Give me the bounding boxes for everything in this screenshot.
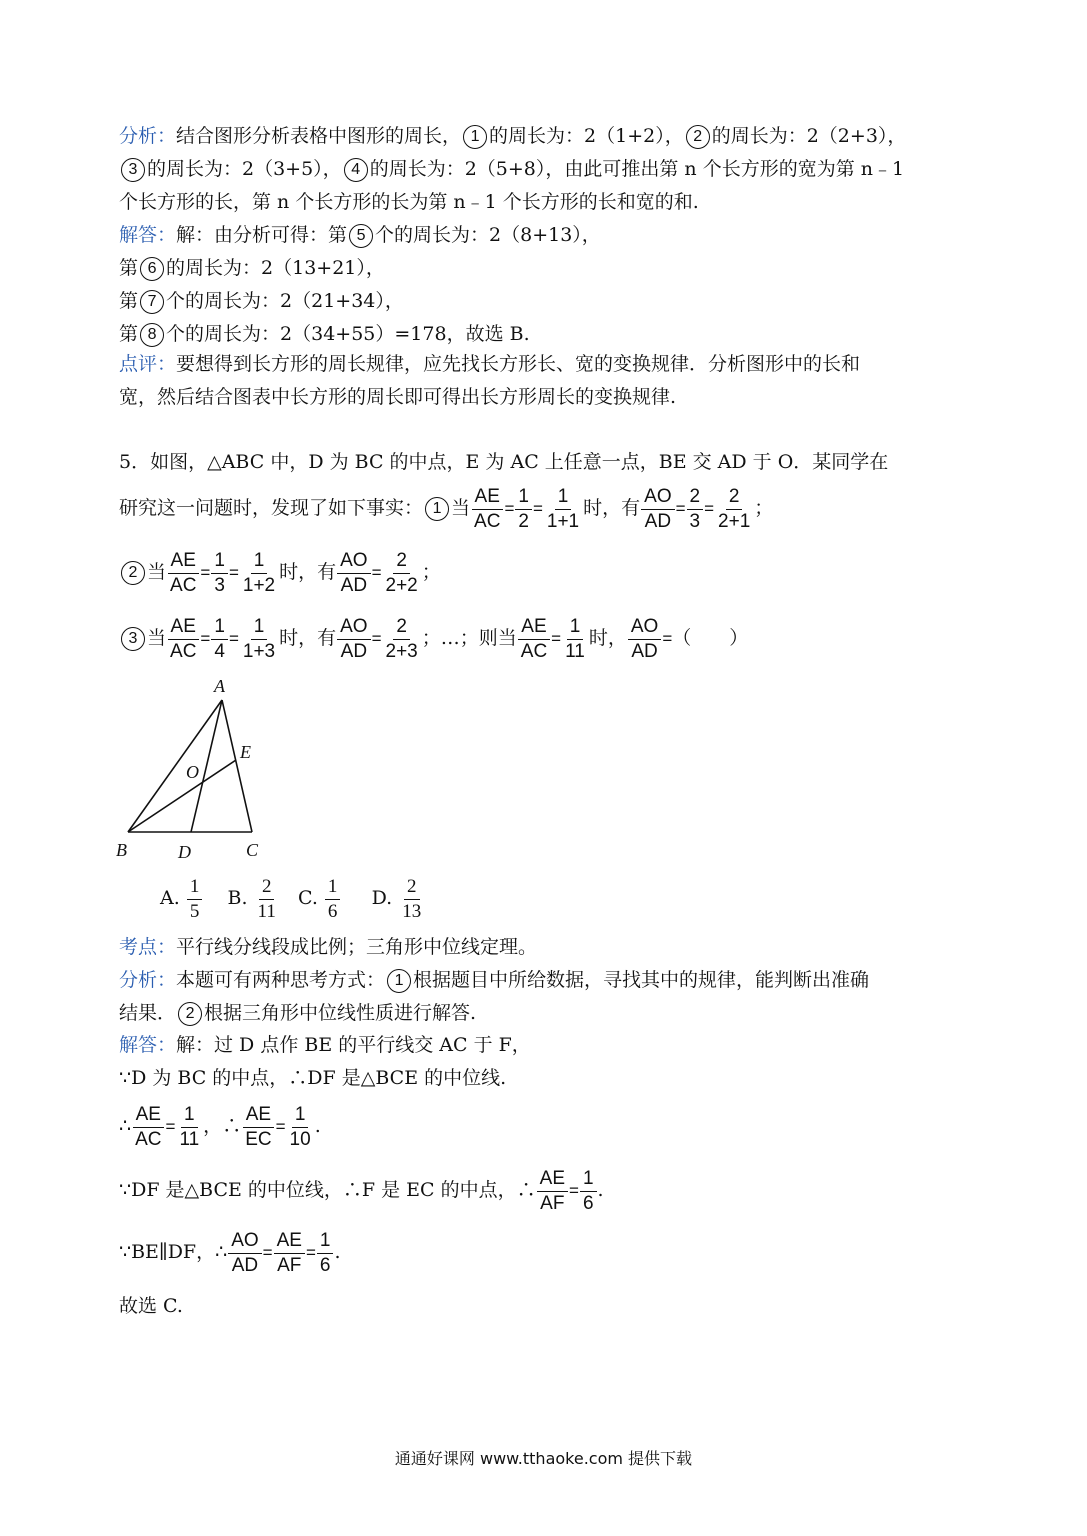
fraction: $\frac{2}{2+3}$ bbox=[385, 615, 418, 662]
comment-line-2: 宽，然后结合图表中长方形的周长即可得出长方形周长的变换规律. bbox=[119, 386, 677, 408]
fraction: $\frac{1}{11}$ bbox=[565, 615, 585, 662]
analysis2-label: 分析： bbox=[119, 969, 177, 991]
fraction: $\frac{AE}{AC}$ bbox=[471, 485, 503, 534]
triangle-figure bbox=[110, 672, 280, 867]
answer-line-4: 第 8 个的周长为：2（34+55）=178，故选 B. bbox=[119, 323, 530, 345]
fraction: $\frac{1}{10}$ bbox=[289, 1103, 311, 1150]
circled-number: 1 bbox=[425, 497, 449, 521]
analysis-line-3: 个长方形的长，第 n 个长方形的长为第 n﹣1 个长方形的长和宽的和. bbox=[119, 191, 699, 213]
label-o: O bbox=[186, 762, 199, 782]
circled-number: 2 bbox=[178, 1002, 202, 1026]
choice-a[interactable]: A. $\frac{1}{5}$ bbox=[160, 887, 203, 909]
answer2-line-6: 故选 C. bbox=[119, 1295, 183, 1317]
choices bbox=[160, 868, 425, 928]
fraction: $\frac{1}{1+3}$ bbox=[242, 615, 276, 662]
fraction: $\frac{2}{3}$ bbox=[687, 485, 704, 534]
fraction: $\frac{1}{2}$ bbox=[515, 485, 532, 534]
circled-number: 1 bbox=[463, 125, 487, 149]
choice-b[interactable]: B. $\frac{2}{11}$ bbox=[227, 875, 276, 922]
answer2-label: 解答： bbox=[119, 1034, 177, 1056]
choice-d[interactable]: D. $\frac{2}{13}$ bbox=[371, 875, 422, 922]
circled-number: 3 bbox=[121, 627, 145, 651]
circled-number: 1 bbox=[387, 969, 411, 993]
fraction: $\frac{1}{11}$ bbox=[179, 1103, 200, 1150]
answer2-line-4: ∵DF 是△BCE 的中位线，∴F 是 EC 的中点，∴ $\frac{AE}{AF}$ = $\frac{1}{6}$ . bbox=[119, 1167, 604, 1214]
fraction: $\frac{2}{2+2}$ bbox=[385, 549, 418, 596]
footer-text: 通通好课网 www.tthaoke.com 提供下载 bbox=[394, 1449, 693, 1468]
answer-line-2: 第 6 的周长为：2（13+21）， bbox=[119, 257, 385, 279]
label-e: E bbox=[240, 742, 251, 762]
fraction: $\frac{AO}{AD}$ bbox=[228, 1229, 261, 1278]
answer2-line-2: ∵D 为 BC 的中点，∴DF 是△BCE 的中位线. bbox=[119, 1067, 507, 1089]
question-line-1: 5．如图，△ABC 中，D 为 BC 的中点，E 为 AC 上任意一点，BE 交 AD 于 O．某同学在 bbox=[119, 451, 889, 473]
fraction: $\frac{AO}{AD}$ bbox=[337, 549, 370, 598]
circled-number: 5 bbox=[349, 224, 373, 248]
analysis-line-2: 3 的周长为：2（3+5）， 4 的周长为：2（5+8），由此可推出第 n 个长方形的宽为第 n﹣1 bbox=[119, 155, 904, 183]
fraction: $\frac{1}{6}$ bbox=[317, 1229, 334, 1278]
fraction: $\frac{1}{6}$ bbox=[580, 1167, 597, 1216]
fraction: $\frac{AE}{AC}$ bbox=[132, 1103, 164, 1152]
segment-be bbox=[128, 760, 236, 832]
fraction: $\frac{1}{3}$ bbox=[211, 549, 228, 598]
answer2-line-3: ∴ $\frac{AE}{AC}$ = $\frac{1}{11}$ ，∴ $\frac{AE}{EC}$ = $\frac{1}{10}$ . bbox=[119, 1103, 321, 1150]
fraction: $\frac{AO}{AD}$ bbox=[641, 485, 674, 534]
answer-line-1: 解答：解：由分析可得：第 5 个的周长为：2（8+13）， bbox=[119, 224, 601, 246]
circled-number: 2 bbox=[121, 561, 145, 585]
fraction: $\frac{AE}{AF}$ bbox=[274, 1229, 305, 1278]
fraction: $\frac{AE}{AF}$ bbox=[537, 1167, 568, 1216]
question-line-3: 2 当 $\frac{AE}{AC}$ = $\frac{1}{3}$ = $\frac{1}{1+2}$ 时，有 $\frac{AO}{AD}$ = $\frac{2}{2+2}$ ； bbox=[119, 542, 441, 603]
fraction: $\frac{AE}{AC}$ bbox=[518, 615, 550, 664]
fraction: $\frac{AE}{AC}$ bbox=[167, 549, 199, 598]
kaodian-label: 考点： bbox=[119, 936, 177, 958]
analysis2-line-1: 分析：本题可有两种思考方式： 1 根据题目中所给数据，寻找其中的规律，能判断出准确 bbox=[119, 969, 870, 991]
circled-number: 6 bbox=[140, 257, 164, 281]
side-ab bbox=[128, 700, 222, 832]
fraction: $\frac{AO}{AD}$ bbox=[337, 615, 370, 664]
kaodian-line: 考点：平行线分线段成比例；三角形中位线定理。 bbox=[119, 936, 538, 958]
fraction: $\frac{AE}{EC}$ bbox=[242, 1103, 274, 1152]
fraction: $\frac{2}{2+1}$ bbox=[718, 485, 751, 532]
circled-number: 2 bbox=[686, 125, 710, 149]
answer2-line-1: 解答：解：过 D 点作 BE 的平行线交 AC 于 F， bbox=[119, 1034, 531, 1056]
question-line-4: 3 当 $\frac{AE}{AC}$ = $\frac{1}{4}$ = $\frac{1}{1+3}$ 时，有 $\frac{AO}{AD}$ = $\frac{2}{2+3}$ ；…；则当 $\frac{AE}{AC}$ = $\frac{1}{11}$ 时， $\frac{AO}{AD}$ =（ ） bbox=[119, 608, 748, 669]
analysis-label: 分析： bbox=[119, 125, 177, 147]
question-line-2: 研究这一问题时，发现了如下事实： 1 当 $\frac{AE}{AC}$ = $\frac{1}{2}$ = $\frac{1}{1+1}$ 时，有 $\frac{AO}{AD}$ = $\frac{2}{3}$ = $\frac{2}{2+1}$ ； bbox=[119, 485, 774, 532]
fraction: $\frac{1}{1+2}$ bbox=[242, 549, 276, 596]
answer2-line-5: ∵BE∥DF，∴ $\frac{AO}{AD}$ = $\frac{AE}{AF}$ = $\frac{1}{6}$ . bbox=[119, 1229, 341, 1276]
label-d: D bbox=[178, 842, 191, 862]
answer-blank: （ ） bbox=[672, 627, 749, 649]
circled-number: 3 bbox=[121, 158, 145, 182]
analysis2-line-2: 结果． 2 根据三角形中位线性质进行解答. bbox=[119, 1002, 477, 1024]
comment-line-1: 点评：要想得到长方形的周长规律，应先找长方形长、宽的变换规律．分析图形中的长和 bbox=[119, 353, 861, 375]
label-a: A bbox=[214, 676, 225, 696]
analysis-line-1: 分析：结合图形分析表格中图形的周长， 1 的周长为：2（1+2）， 2 的周长为：2（2+3）， bbox=[119, 125, 907, 147]
label-c: C bbox=[246, 840, 259, 860]
circled-number: 8 bbox=[140, 323, 164, 347]
label-b: B bbox=[116, 840, 127, 860]
circled-number: 4 bbox=[344, 158, 368, 182]
fraction: $\frac{AO}{AD}$ bbox=[628, 615, 661, 664]
choice-c[interactable]: C. $\frac{1}{6}$ bbox=[298, 887, 341, 909]
comment-label: 点评： bbox=[119, 353, 177, 375]
fraction: $\frac{1}{4}$ bbox=[211, 615, 228, 664]
answer-line-3: 第 7 个的周长为：2（21+34）， bbox=[119, 290, 404, 312]
circled-number: 7 bbox=[140, 290, 164, 314]
fraction: $\frac{AE}{AC}$ bbox=[167, 615, 199, 664]
fraction: $\frac{1}{1+1}$ bbox=[546, 485, 580, 532]
answer-label: 解答： bbox=[119, 224, 177, 246]
